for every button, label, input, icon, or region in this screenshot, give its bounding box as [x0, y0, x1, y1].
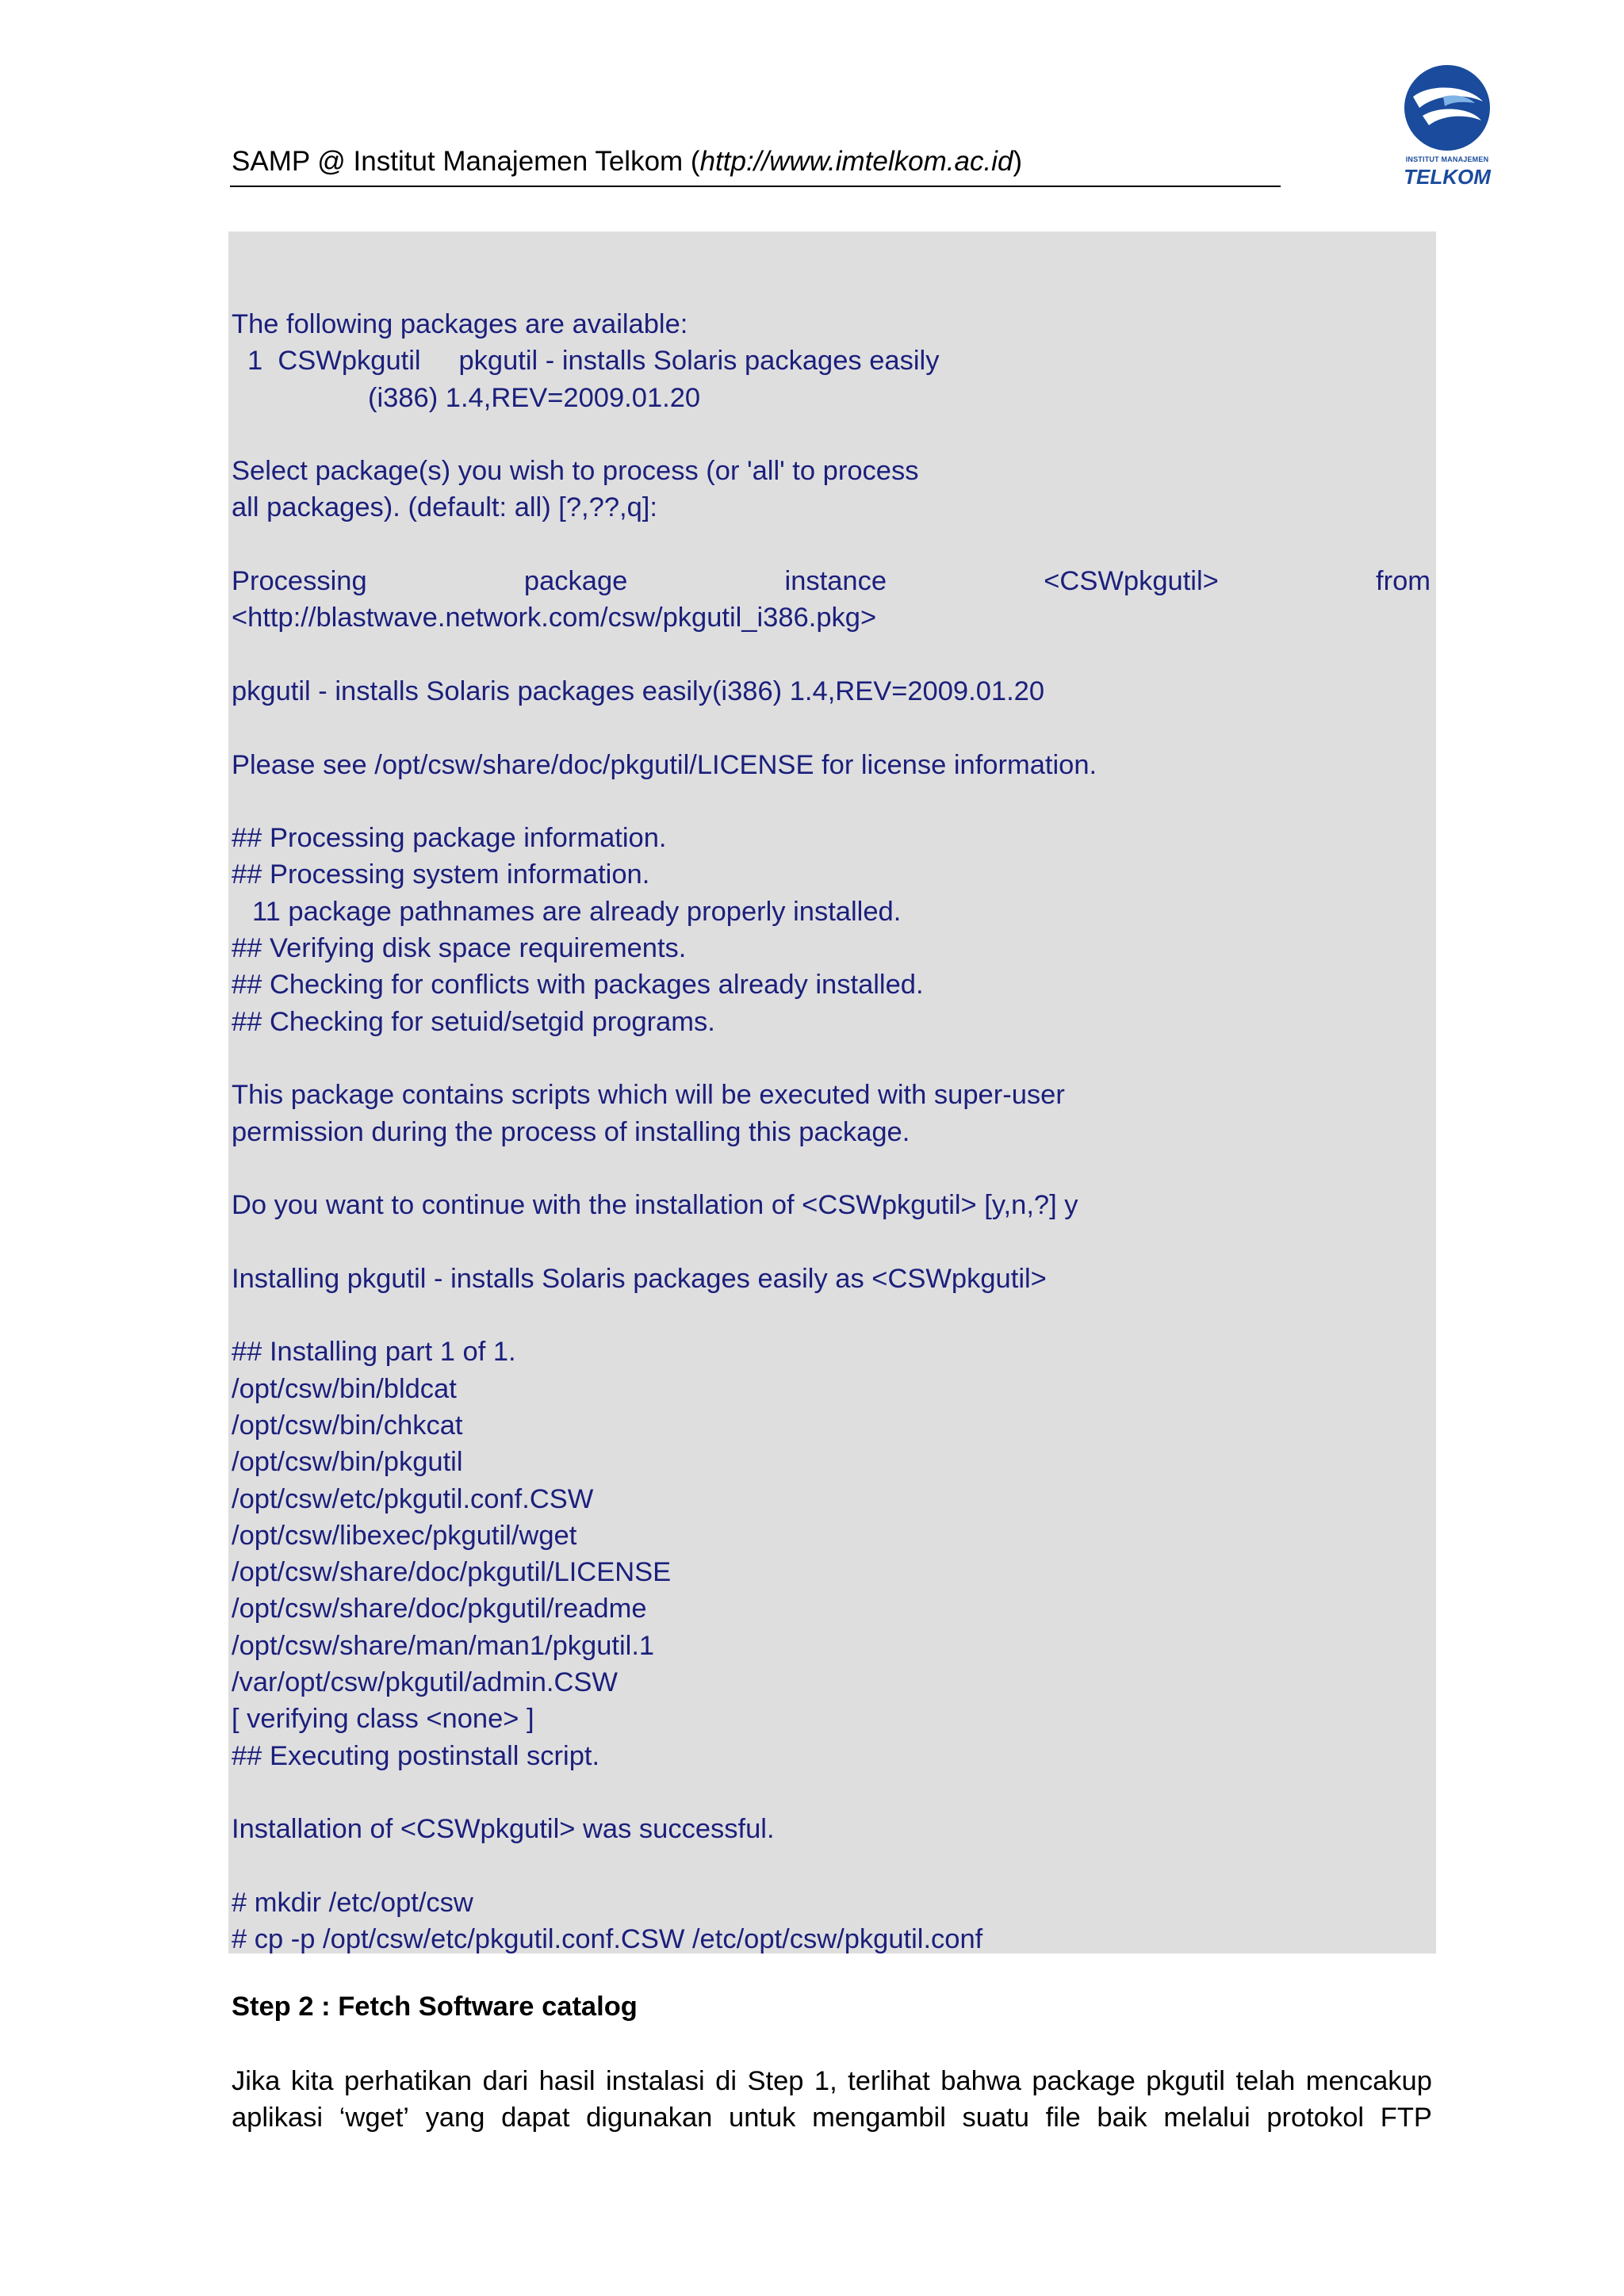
terminal-line: <http://blastwave.network.com/csw/pkgutil_i386.pkg> — [232, 603, 877, 633]
terminal-line: /var/opt/csw/pkgutil/admin.CSW — [232, 1667, 618, 1697]
terminal-line: /opt/csw/etc/pkgutil.conf.CSW — [232, 1483, 594, 1514]
word: file — [1045, 2103, 1081, 2133]
word: suatu — [962, 2103, 1029, 2133]
word: mengambil — [812, 2103, 946, 2133]
word: perhatikan — [343, 2066, 473, 2096]
step-heading: Step 2 : Fetch Software catalog — [232, 1992, 638, 2022]
word: telah — [1235, 2066, 1296, 2096]
word: Jika — [232, 2066, 281, 2096]
terminal-line: ## Checking for setuid/setgid programs. — [232, 1006, 715, 1037]
terminal-line: Do you want to continue with the installation of <CSWpkgutil> [y,n,?] y — [232, 1190, 1078, 1221]
word: package — [1032, 2066, 1136, 2096]
terminal-line: ## Processing package information. — [232, 823, 667, 854]
terminal-line: permission during the process of installing this package. — [232, 1116, 910, 1147]
terminal-line: # mkdir /etc/opt/csw — [232, 1887, 473, 1918]
logo-subtitle: INSTITUT MANAJEMEN — [1405, 155, 1489, 163]
word: protokol — [1266, 2103, 1365, 2133]
header-suffix: ) — [1013, 146, 1023, 177]
word: digunakan — [586, 2103, 713, 2133]
blank-line — [232, 1150, 1431, 1187]
paragraph-line-1 — [232, 2063, 1432, 2099]
word: instalasi — [606, 2066, 705, 2096]
body-paragraph — [232, 2063, 1432, 2137]
terminal-line: This package contains scripts which will be executed with super-user — [232, 1080, 1065, 1111]
terminal-line: # cp -p /opt/csw/etc/pkgutil.conf.CSW /etc/opt/csw/pkgutil.conf — [232, 1924, 983, 1955]
word: Processing — [232, 566, 367, 597]
blank-line — [232, 1297, 1431, 1334]
paragraph-line-2 — [232, 2099, 1432, 2136]
terminal-line: /opt/csw/bin/bldcat — [232, 1373, 457, 1404]
terminal-line: /opt/csw/share/doc/pkgutil/readme — [232, 1594, 647, 1624]
terminal-output-block — [228, 232, 1436, 1954]
terminal-line: /opt/csw/share/man/man1/pkgutil.1 — [232, 1630, 655, 1661]
word: dari — [482, 2066, 529, 2096]
terminal-line: (i386) 1.4,REV=2009.01.20 — [368, 382, 701, 413]
terminal-line: /opt/csw/bin/pkgutil — [232, 1447, 463, 1478]
word: 1, — [814, 2066, 837, 2096]
word: package — [523, 566, 628, 597]
terminal-line: ## Installing part 1 of 1. — [232, 1337, 516, 1368]
terminal-line: Select package(s) you wish to process (or 'all' to process — [232, 456, 919, 487]
telkom-emblem-icon — [1396, 62, 1499, 155]
word: untuk — [729, 2103, 796, 2133]
header-text — [232, 146, 1022, 178]
blank-line — [232, 710, 1431, 746]
word: dapat — [501, 2103, 570, 2133]
word: hasil — [538, 2066, 596, 2096]
terminal-line: /opt/csw/bin/chkcat — [232, 1410, 463, 1441]
word: bahwa — [940, 2066, 1021, 2096]
word: from — [1376, 566, 1431, 597]
word: aplikasi — [232, 2103, 324, 2133]
word: terlihat — [848, 2066, 930, 2096]
terminal-line: [ verifying class <none> ] — [232, 1704, 534, 1735]
header-prefix: SAMP @ Institut Manajemen Telkom ( — [232, 146, 700, 177]
blank-line — [232, 416, 1431, 453]
blank-line — [232, 783, 1431, 820]
blank-line — [232, 1223, 1431, 1260]
word: melalui — [1163, 2103, 1251, 2133]
word: baik — [1097, 2103, 1147, 2133]
terminal-line: pkgutil - installs Solaris packages easily(i386) 1.4,REV=2009.01.20 — [232, 675, 1045, 706]
terminal-line: all packages). (default: all) [?,??,q]: — [232, 492, 657, 523]
terminal-line: 1 CSWpkgutil pkgutil - installs Solaris packages easily — [247, 346, 940, 377]
blank-line — [232, 1847, 1431, 1884]
logo-name: TELKOM — [1404, 165, 1491, 189]
word: di — [715, 2066, 737, 2096]
word: kita — [290, 2066, 334, 2096]
terminal-line: The following packages are available: — [232, 309, 688, 339]
word: FTP — [1380, 2103, 1432, 2133]
blank-line — [232, 1774, 1431, 1811]
terminal-line: ## Processing system information. — [232, 859, 650, 890]
page-header — [230, 143, 1281, 187]
terminal-lines — [232, 306, 1431, 1957]
terminal-line: ## Verifying disk space requirements. — [232, 933, 687, 964]
blank-line — [232, 637, 1431, 673]
terminal-line: /opt/csw/libexec/pkgutil/wget — [232, 1520, 577, 1551]
word: <CSWpkgutil> — [1044, 566, 1219, 597]
word: Step — [747, 2066, 804, 2096]
telkom-logo — [1396, 62, 1499, 189]
terminal-line: ## Checking for conflicts with packages already installed. — [232, 970, 924, 1001]
terminal-line: Please see /opt/csw/share/doc/pkgutil/LICENSE for license information. — [232, 749, 1097, 780]
word: mencakup — [1305, 2066, 1432, 2096]
word: instance — [784, 566, 887, 597]
word: yang — [425, 2103, 485, 2133]
word: pkgutil — [1146, 2066, 1225, 2096]
terminal-line: /opt/csw/share/doc/pkgutil/LICENSE — [232, 1557, 672, 1588]
word: ‘wget’ — [339, 2103, 409, 2133]
blank-line — [232, 526, 1431, 563]
terminal-line: Installation of <CSWpkgutil> was successful. — [232, 1814, 775, 1845]
terminal-line: ## Executing postinstall script. — [232, 1740, 600, 1771]
blank-line — [232, 1040, 1431, 1077]
header-url-link[interactable]: http://www.imtelkom.ac.id — [699, 146, 1013, 177]
terminal-line: 11 package pathnames are already properly installed. — [252, 896, 902, 927]
terminal-line: Installing pkgutil - installs Solaris packages easily as <CSWpkgutil> — [232, 1263, 1047, 1294]
terminal-line-justified — [232, 563, 1431, 599]
